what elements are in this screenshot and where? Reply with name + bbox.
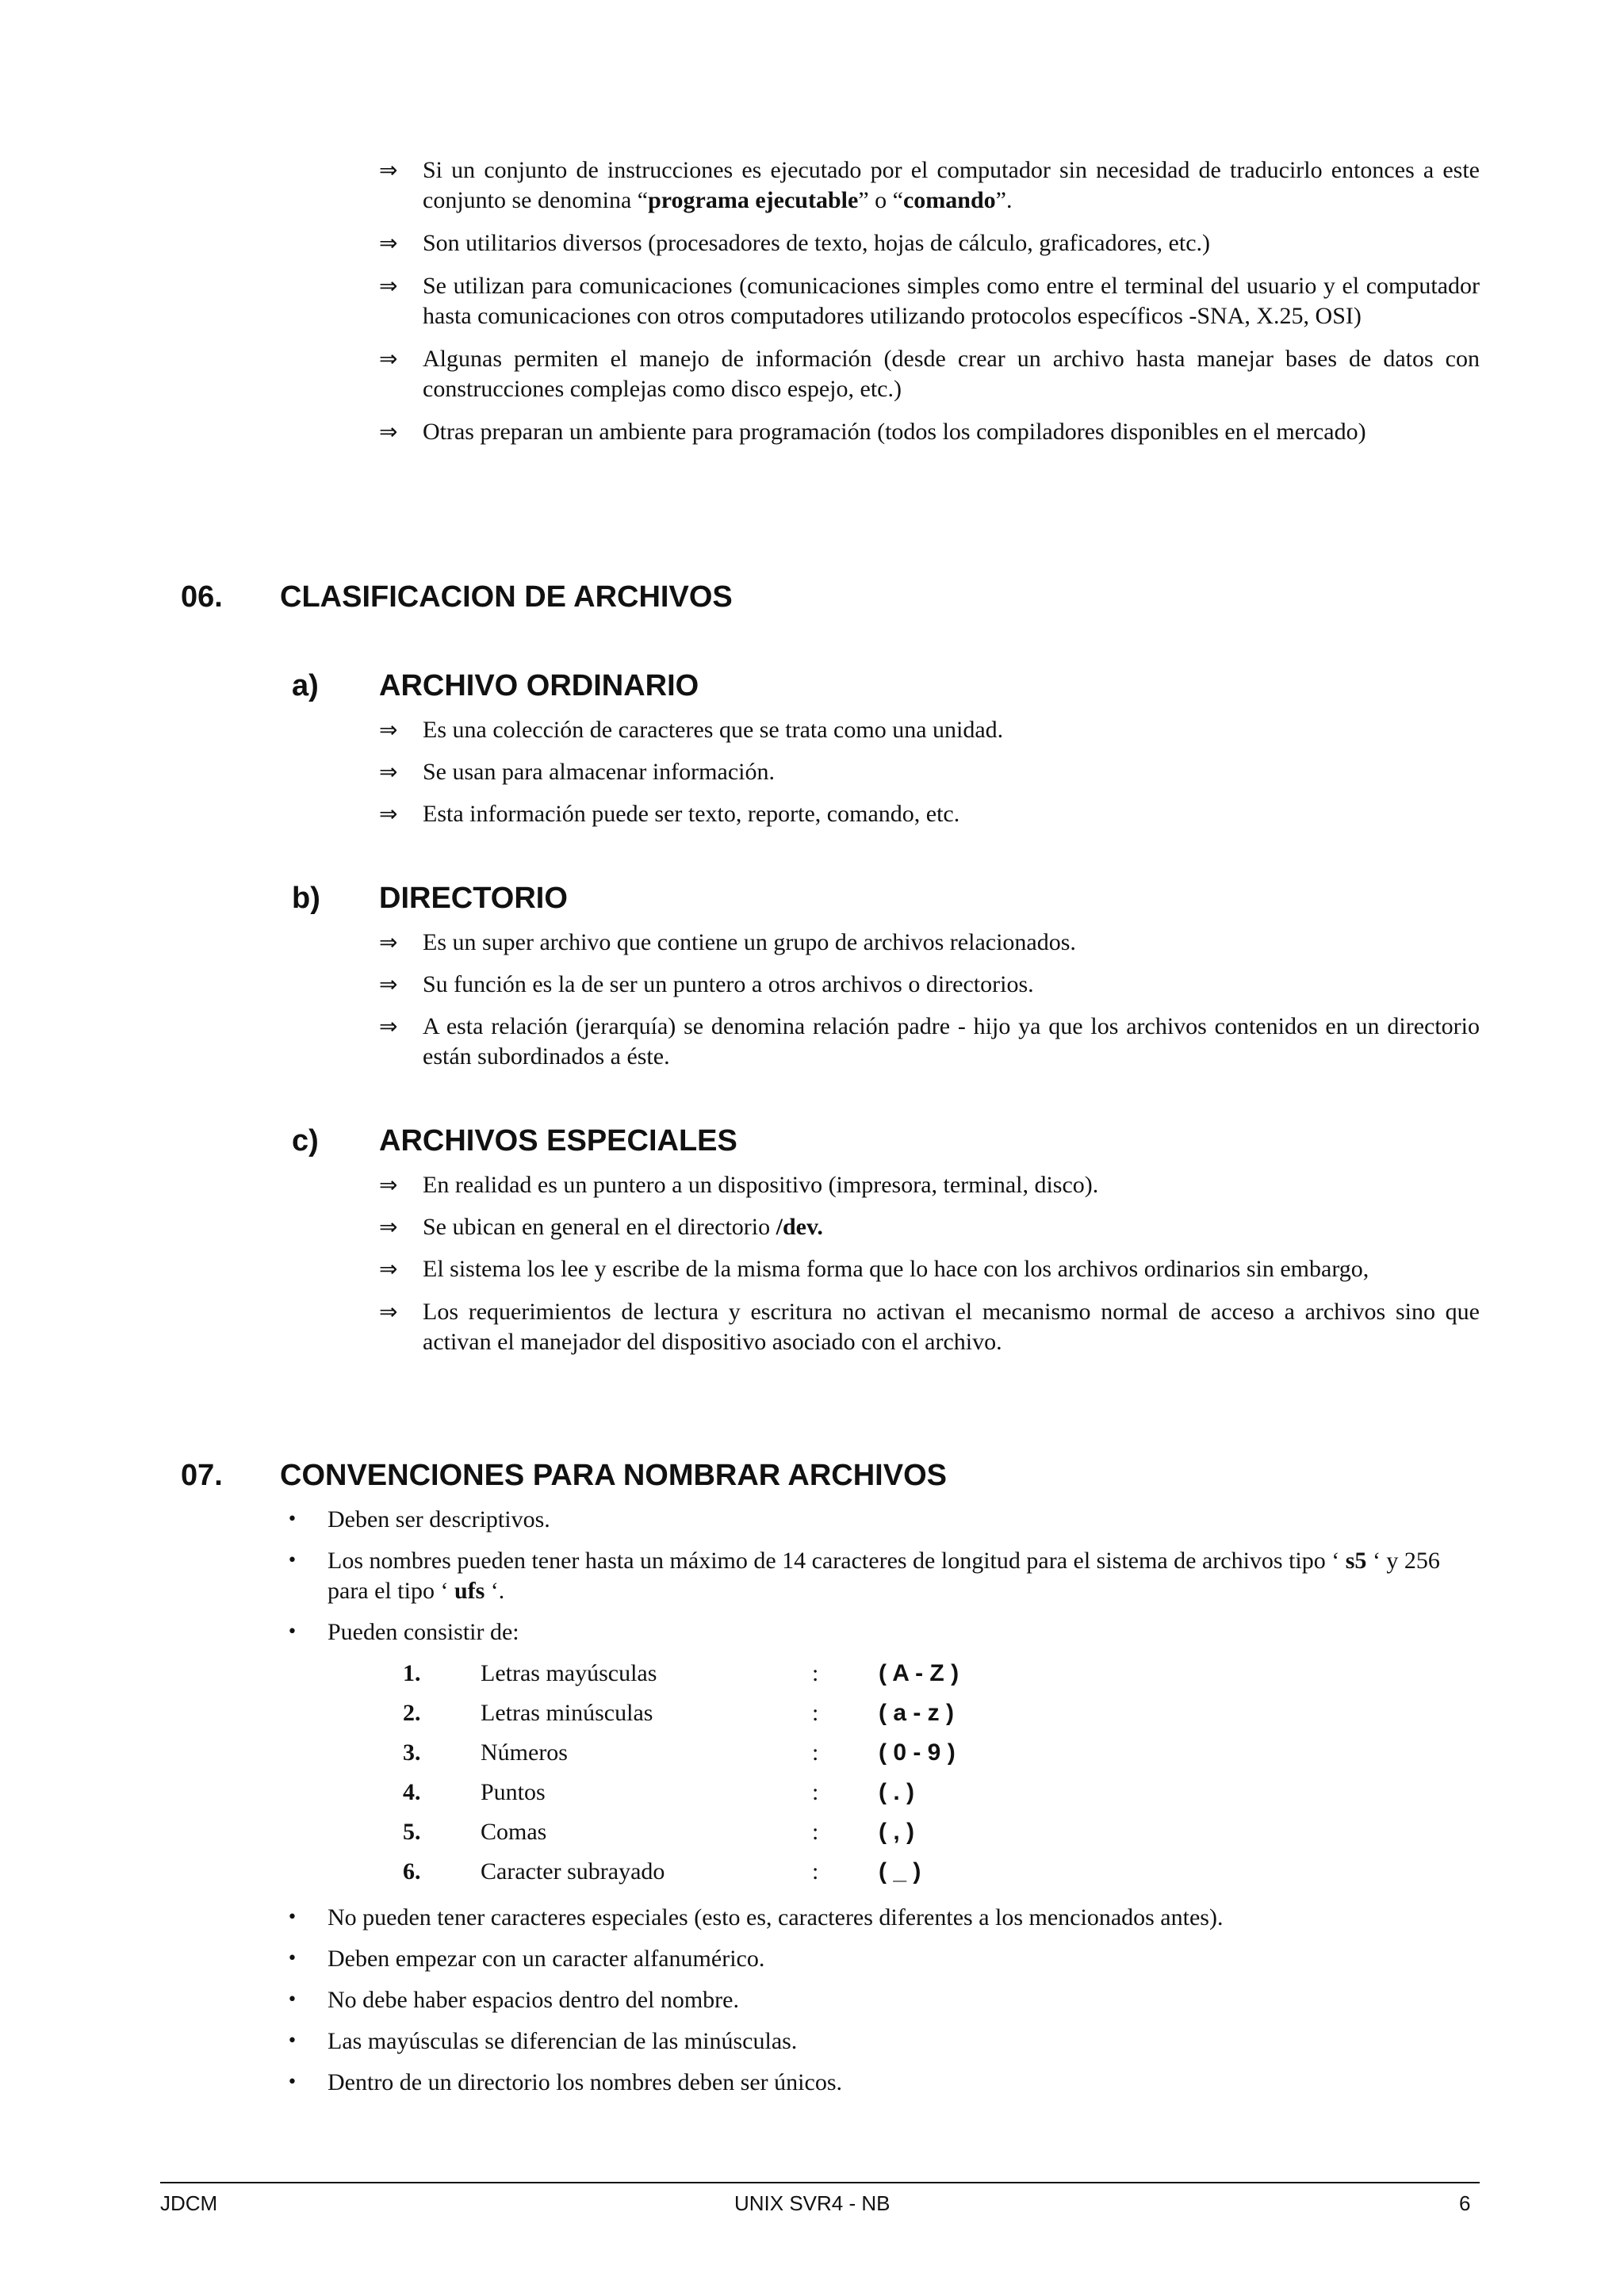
bullet-icon: • bbox=[287, 1622, 297, 1642]
double-arrow-icon: ⇒ bbox=[379, 971, 398, 997]
double-arrow-icon: ⇒ bbox=[379, 157, 398, 183]
double-arrow-icon: ⇒ bbox=[379, 717, 398, 743]
list-item: ⇒ Se ubican en general en el directorio /dev. bbox=[379, 1212, 1480, 1242]
table-row bbox=[403, 1817, 1005, 1857]
list-item: • Dentro de un directorio los nombres deben ser únicos. bbox=[284, 2068, 1480, 2098]
list-item: ⇒ Son utilitarios diversos (procesadores de texto, hojas de cálculo, graficadores, etc.) bbox=[379, 228, 1480, 258]
bullet-icon: • bbox=[287, 1551, 297, 1571]
bullet-icon: • bbox=[287, 1990, 297, 2010]
row-value: ( . ) bbox=[879, 1779, 914, 1805]
list-item: ⇒ Algunas permiten el manejo de información (desde crear un archivo hasta manejar bases de datos con construcciones complejas como disco espejo, etc.) bbox=[379, 346, 1480, 402]
row-number: 1. bbox=[403, 1660, 421, 1686]
row-separator: : bbox=[812, 1700, 819, 1726]
list-item: • Las mayúsculas se diferencian de las minúsculas. bbox=[284, 2026, 1480, 2057]
footer-center: UNIX SVR4 - NB bbox=[734, 2191, 891, 2215]
bullet-icon: • bbox=[287, 1949, 297, 1969]
subsection-letter: c) bbox=[292, 1124, 319, 1158]
row-separator: : bbox=[812, 1739, 819, 1766]
double-arrow-icon: ⇒ bbox=[379, 1172, 398, 1198]
double-arrow-icon: ⇒ bbox=[379, 929, 398, 955]
subsection-letter: a) bbox=[292, 669, 319, 702]
row-value: ( A - Z ) bbox=[879, 1660, 959, 1686]
list-item: ⇒ Es un super archivo que contiene un grupo de archivos relacionados. bbox=[379, 928, 1480, 958]
directorio-list bbox=[379, 928, 1480, 1085]
row-separator: : bbox=[812, 1660, 819, 1686]
list-item: ⇒ El sistema los lee y escribe de la misma forma que lo hace con los archivos ordinarios sin embargo, bbox=[379, 1254, 1480, 1284]
subsection-title: ARCHIVO ORDINARIO bbox=[379, 669, 699, 702]
row-label: Letras mayúsculas bbox=[481, 1660, 657, 1686]
list-item: • Pueden consistir de: bbox=[284, 1617, 1480, 1647]
list-item: ⇒ En realidad es un puntero a un dispositivo (impresora, terminal, disco). bbox=[379, 1170, 1480, 1200]
list-item: ⇒ Es una colección de caracteres que se trata como una unidad. bbox=[379, 715, 1480, 745]
row-value: ( 0 - 9 ) bbox=[879, 1739, 956, 1766]
double-arrow-icon: ⇒ bbox=[379, 1256, 398, 1282]
row-value: ( _ ) bbox=[879, 1858, 921, 1885]
double-arrow-icon: ⇒ bbox=[379, 1214, 398, 1240]
row-number: 6. bbox=[403, 1858, 421, 1885]
row-separator: : bbox=[812, 1858, 819, 1885]
row-value: ( , ) bbox=[879, 1819, 914, 1845]
allowed-characters-table bbox=[403, 1659, 1005, 1896]
footer-divider bbox=[160, 2182, 1480, 2183]
row-label: Caracter subrayado bbox=[481, 1858, 665, 1885]
row-label: Comas bbox=[481, 1819, 547, 1845]
archivo-ordinario-list bbox=[379, 715, 1480, 842]
list-item: • Los nombres pueden tener hasta un máximo de 14 caracteres de longitud para el sistema de archivos tipo ‘ s5 ‘ y 256 para el tipo ‘ ufs ‘. bbox=[287, 1548, 1440, 1604]
section-number: 06. bbox=[181, 580, 223, 614]
intro-list bbox=[379, 155, 1480, 460]
list-item: ⇒ Otras preparan un ambiente para programación (todos los compiladores disponibles en el mercado) bbox=[379, 417, 1480, 447]
row-label: Números bbox=[481, 1739, 568, 1766]
table-row bbox=[403, 1777, 1005, 1817]
row-separator: : bbox=[812, 1819, 819, 1845]
subsection-title: ARCHIVOS ESPECIALES bbox=[379, 1124, 737, 1158]
naming-conventions-list bbox=[284, 1505, 1480, 1659]
bullet-icon: • bbox=[287, 2031, 297, 2051]
double-arrow-icon: ⇒ bbox=[379, 759, 398, 785]
row-number: 2. bbox=[403, 1700, 421, 1726]
list-item: • Deben empezar con un caracter alfanumérico. bbox=[284, 1944, 1480, 1974]
table-row bbox=[403, 1857, 1005, 1896]
double-arrow-icon: ⇒ bbox=[379, 273, 398, 299]
double-arrow-icon: ⇒ bbox=[379, 801, 398, 827]
row-label: Letras minúsculas bbox=[481, 1700, 653, 1726]
double-arrow-icon: ⇒ bbox=[379, 1013, 398, 1039]
bullet-icon: • bbox=[287, 1510, 297, 1529]
row-value: ( a - z ) bbox=[879, 1700, 954, 1726]
table-row bbox=[403, 1738, 1005, 1777]
double-arrow-icon: ⇒ bbox=[379, 1299, 398, 1325]
page-number: 6 bbox=[1459, 2191, 1471, 2215]
row-number: 5. bbox=[403, 1819, 421, 1845]
row-number: 3. bbox=[403, 1739, 421, 1766]
list-item: ⇒ Si un conjunto de instrucciones es ejecutado por el computador sin necesidad de traducirlo entonces a este conjunto se denomina “programa ejecutable” o “comando”. bbox=[379, 157, 1480, 213]
list-item: ⇒ Se utilizan para comunicaciones (comunicaciones simples como entre el terminal del usuario y el computador hasta comunicaciones con otros computadores utilizando protocolos específicos -SNA, X.25, OSI) bbox=[379, 273, 1480, 329]
list-item: ⇒ Esta información puede ser texto, reporte, comando, etc. bbox=[379, 799, 1480, 829]
list-item: ⇒ Se usan para almacenar información. bbox=[379, 757, 1480, 787]
list-item: ⇒ Los requerimientos de lectura y escritura no activan el mecanismo normal de acceso a archivos sino que activan el manejador del dispositivo asociado con el archivo. bbox=[379, 1299, 1480, 1355]
double-arrow-icon: ⇒ bbox=[379, 419, 398, 445]
double-arrow-icon: ⇒ bbox=[379, 230, 398, 256]
list-item: ⇒ Su función es la de ser un puntero a otros archivos o directorios. bbox=[379, 970, 1480, 1000]
list-item: • No pueden tener caracteres especiales (esto es, caracteres diferentes a los mencionados antes). bbox=[284, 1903, 1480, 1933]
row-label: Puntos bbox=[481, 1779, 546, 1805]
table-row bbox=[403, 1659, 1005, 1698]
section-title: CLASIFICACION DE ARCHIVOS bbox=[280, 580, 733, 614]
archivos-especiales-list bbox=[379, 1170, 1480, 1370]
section-title: CONVENCIONES PARA NOMBRAR ARCHIVOS bbox=[280, 1459, 947, 1492]
list-item: • Deben ser descriptivos. bbox=[284, 1505, 1480, 1535]
row-number: 4. bbox=[403, 1779, 421, 1805]
table-row bbox=[403, 1698, 1005, 1738]
list-item: • No debe haber espacios dentro del nombre. bbox=[284, 1985, 1480, 2015]
subsection-title: DIRECTORIO bbox=[379, 882, 568, 915]
subsection-letter: b) bbox=[292, 882, 320, 915]
list-item: ⇒ A esta relación (jerarquía) se denomina relación padre - hijo ya que los archivos contenidos en un directorio están subordinados a éste. bbox=[379, 1013, 1480, 1070]
double-arrow-icon: ⇒ bbox=[379, 346, 398, 372]
bullet-icon: • bbox=[287, 2072, 297, 2092]
footer-left: JDCM bbox=[160, 2191, 218, 2215]
row-separator: : bbox=[812, 1779, 819, 1805]
naming-rules-list bbox=[284, 1903, 1480, 2109]
bullet-icon: • bbox=[287, 1908, 297, 1927]
section-number: 07. bbox=[181, 1459, 223, 1492]
